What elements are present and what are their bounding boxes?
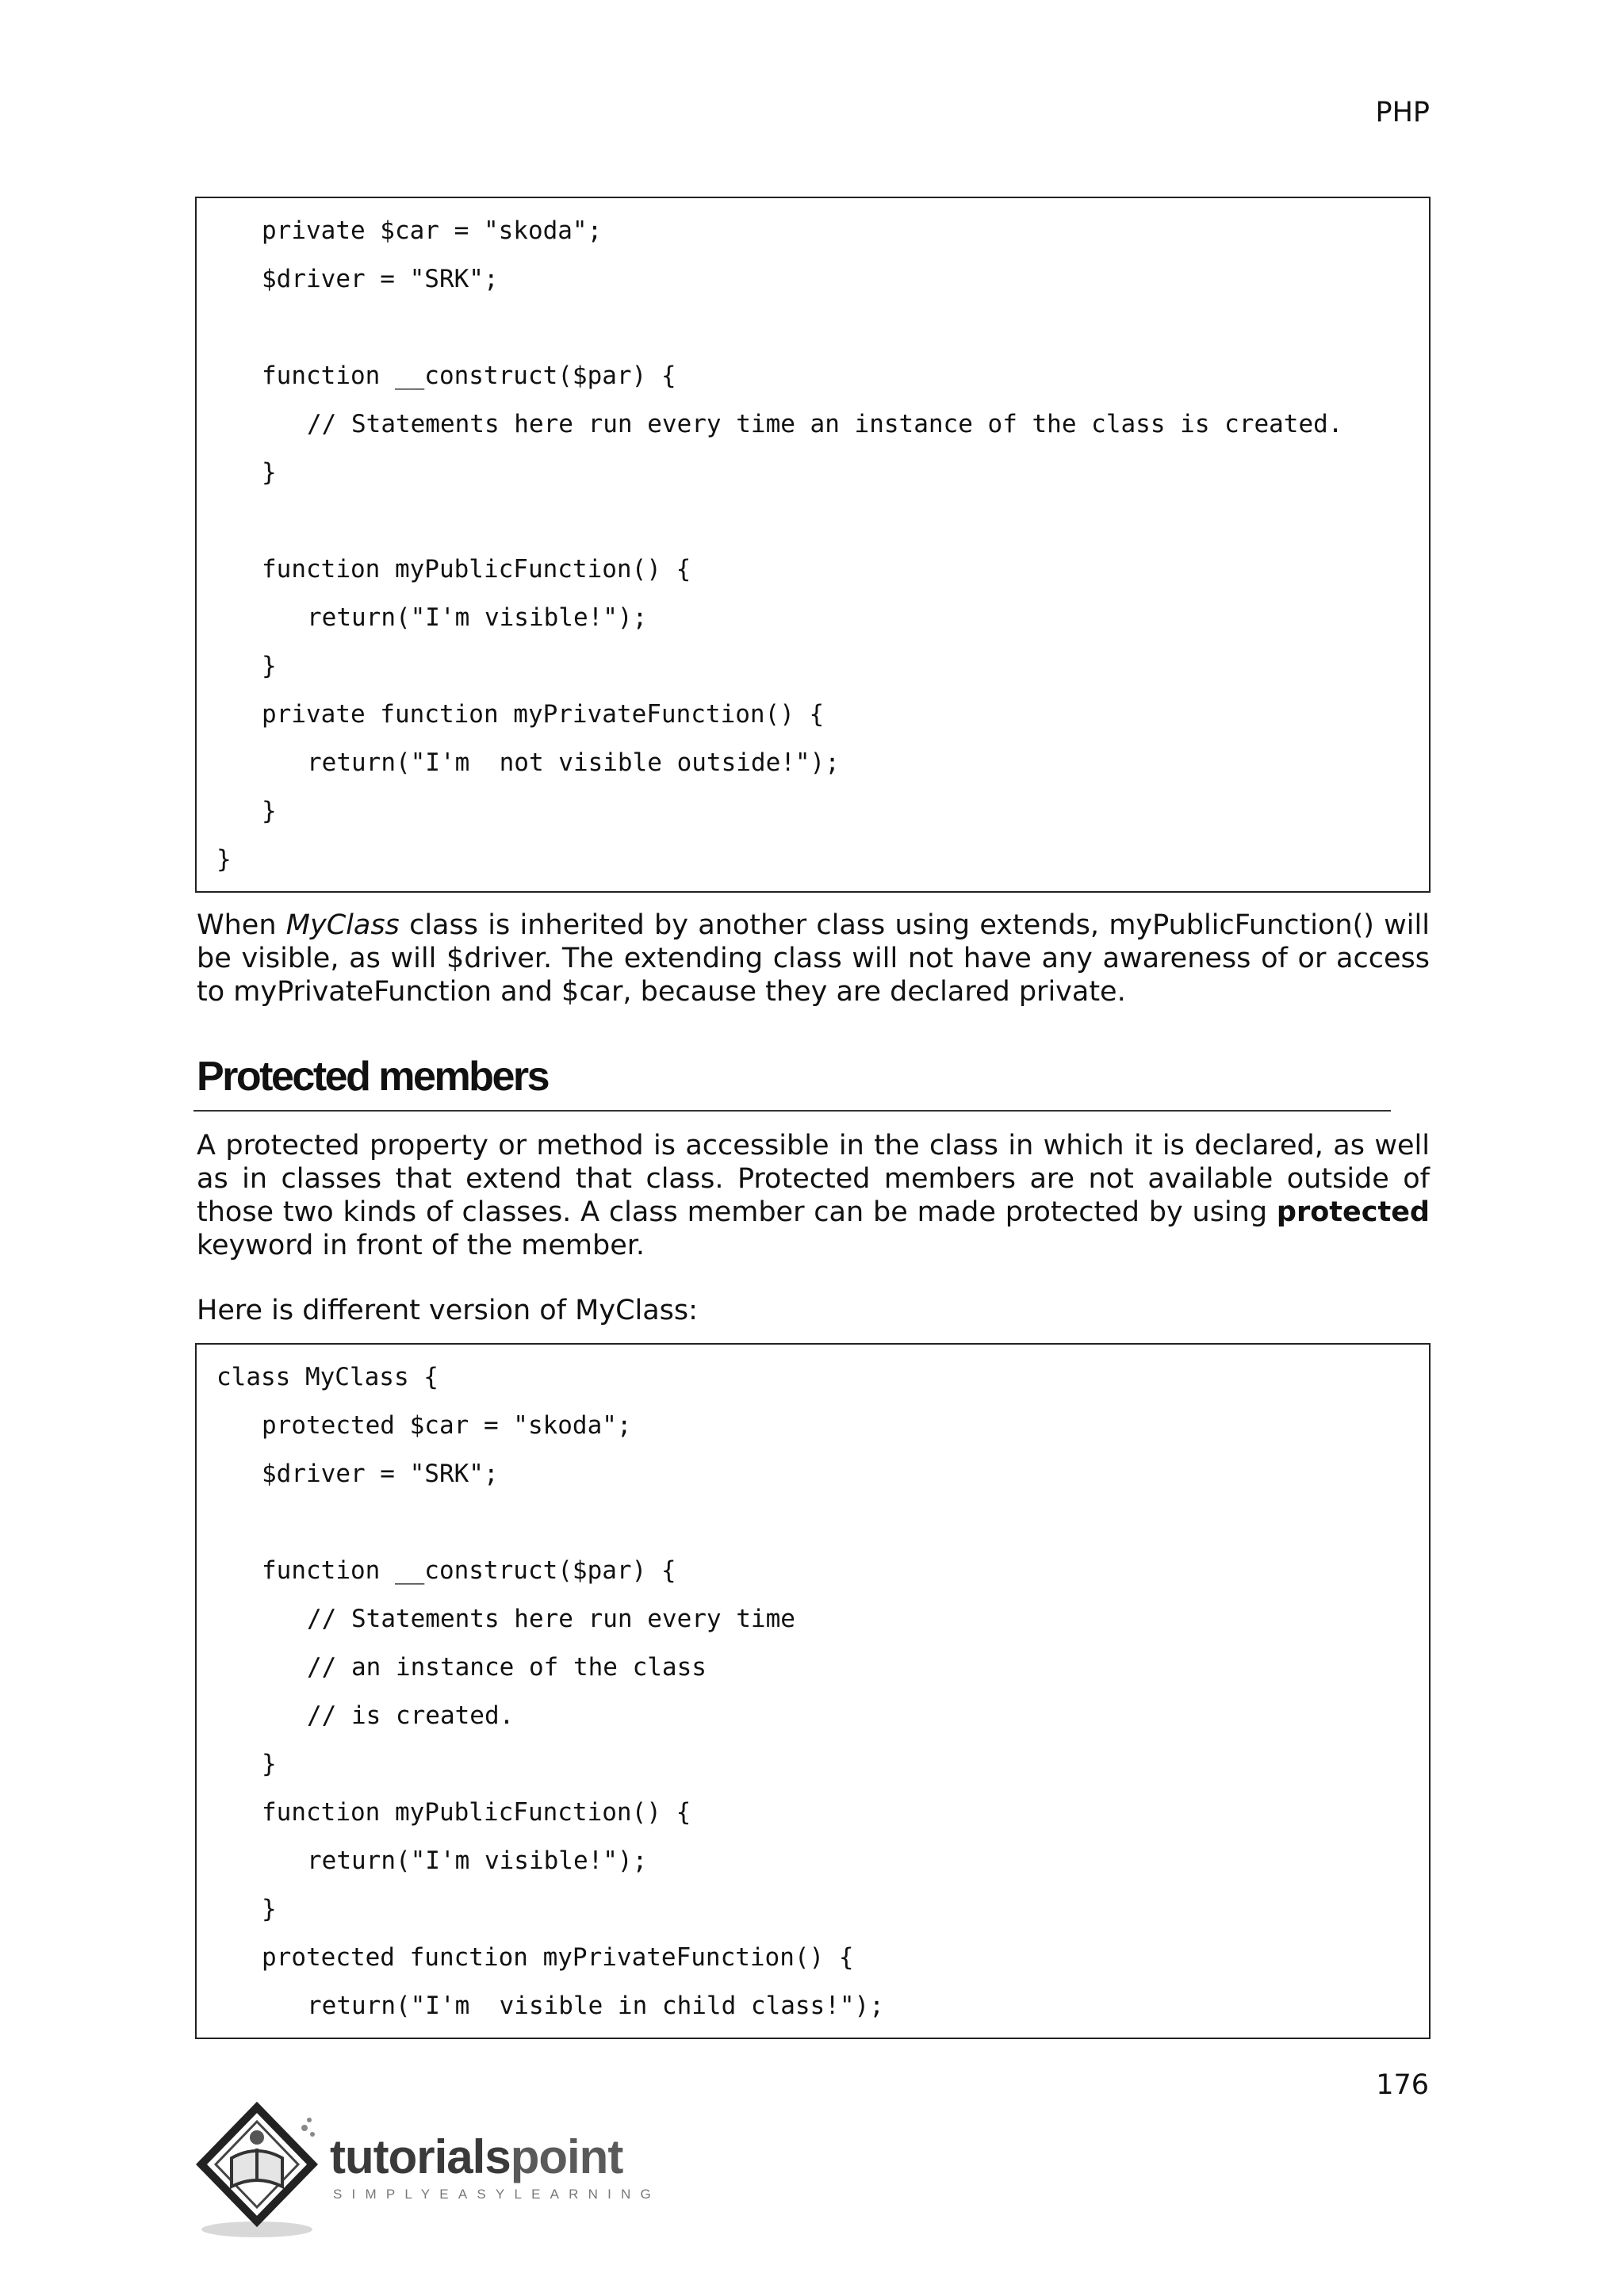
code-line: } [216,845,232,874]
code-line: private $car = "skoda"; [262,216,603,245]
code-line: private function myPrivateFunction() { [262,700,825,729]
code-line: $driver = "SRK"; [262,265,499,293]
code-line: class MyClass { [216,1363,439,1391]
code-line: function myPublicFunction() { [262,555,691,584]
code-line: // an instance of the class [307,1653,707,1682]
code-line: return("I'm visible!"); [307,603,648,632]
code-line: function __construct($par) { [262,362,676,390]
page-header-label: PHP [1375,97,1430,128]
keyword-bold: protected [1276,1196,1430,1228]
logo-tagline: SIMPLYEASYLEARNING [333,2187,661,2202]
code-line: function myPublicFunction() { [262,1798,691,1827]
body-paragraph [197,909,1430,1008]
code-line: function __construct($par) { [262,1556,676,1585]
code-line: return("I'm visible!"); [307,1846,648,1875]
code-block [195,197,1431,893]
paragraph-text: keyword in front of the member. [197,1230,645,1261]
body-paragraph: Here is different version of MyClass: [197,1295,698,1326]
page-number: 176 [1376,2069,1429,2101]
code-line: protected $car = "skoda"; [262,1411,632,1440]
logo-word: tutorials [330,2130,511,2183]
code-block [195,1343,1431,2039]
body-paragraph [197,1129,1430,1262]
paragraph-text: When [197,909,286,941]
code-line: $driver = "SRK"; [262,1460,499,1488]
code-line: return("I'm not visible outside!"); [307,748,840,777]
code-line: return("I'm visible in child class!"); [307,1992,884,2020]
code-line: } [262,458,277,487]
section-heading: Protected members [197,1054,549,1100]
section-divider [193,1110,1391,1112]
code-line: } [262,797,277,825]
logo-word: point [510,2130,623,2183]
code-line: } [262,1750,277,1778]
code-line: // Statements here run every time an instance of the class is created. [307,410,1343,438]
code-line: protected function myPrivateFunction() { [262,1943,854,1972]
code-line: // is created. [307,1701,515,1730]
code-line: } [262,1895,277,1923]
tutorialspoint-logo [193,2101,669,2244]
logo-emblem-icon [193,2101,328,2244]
paragraph-text: A protected property or method is accessible in the class in which it is declared, as well as in classes that extend that class. Protected members are not available outside of those two kinds of classes. A class member can be made protected by using [197,1130,1430,1228]
code-line: // Statements here run every time [307,1605,795,1633]
code-line: } [262,652,277,680]
logo-wordmark [330,2130,622,2184]
class-name-emphasis: MyClass [285,909,400,941]
paragraph-text: class is inherited by another class using extends, myPublicFunction() will be visible, as will $driver. The extending class will not have any awareness of or access to myPrivateFunction and $car, because they are declared private. [197,909,1430,1008]
